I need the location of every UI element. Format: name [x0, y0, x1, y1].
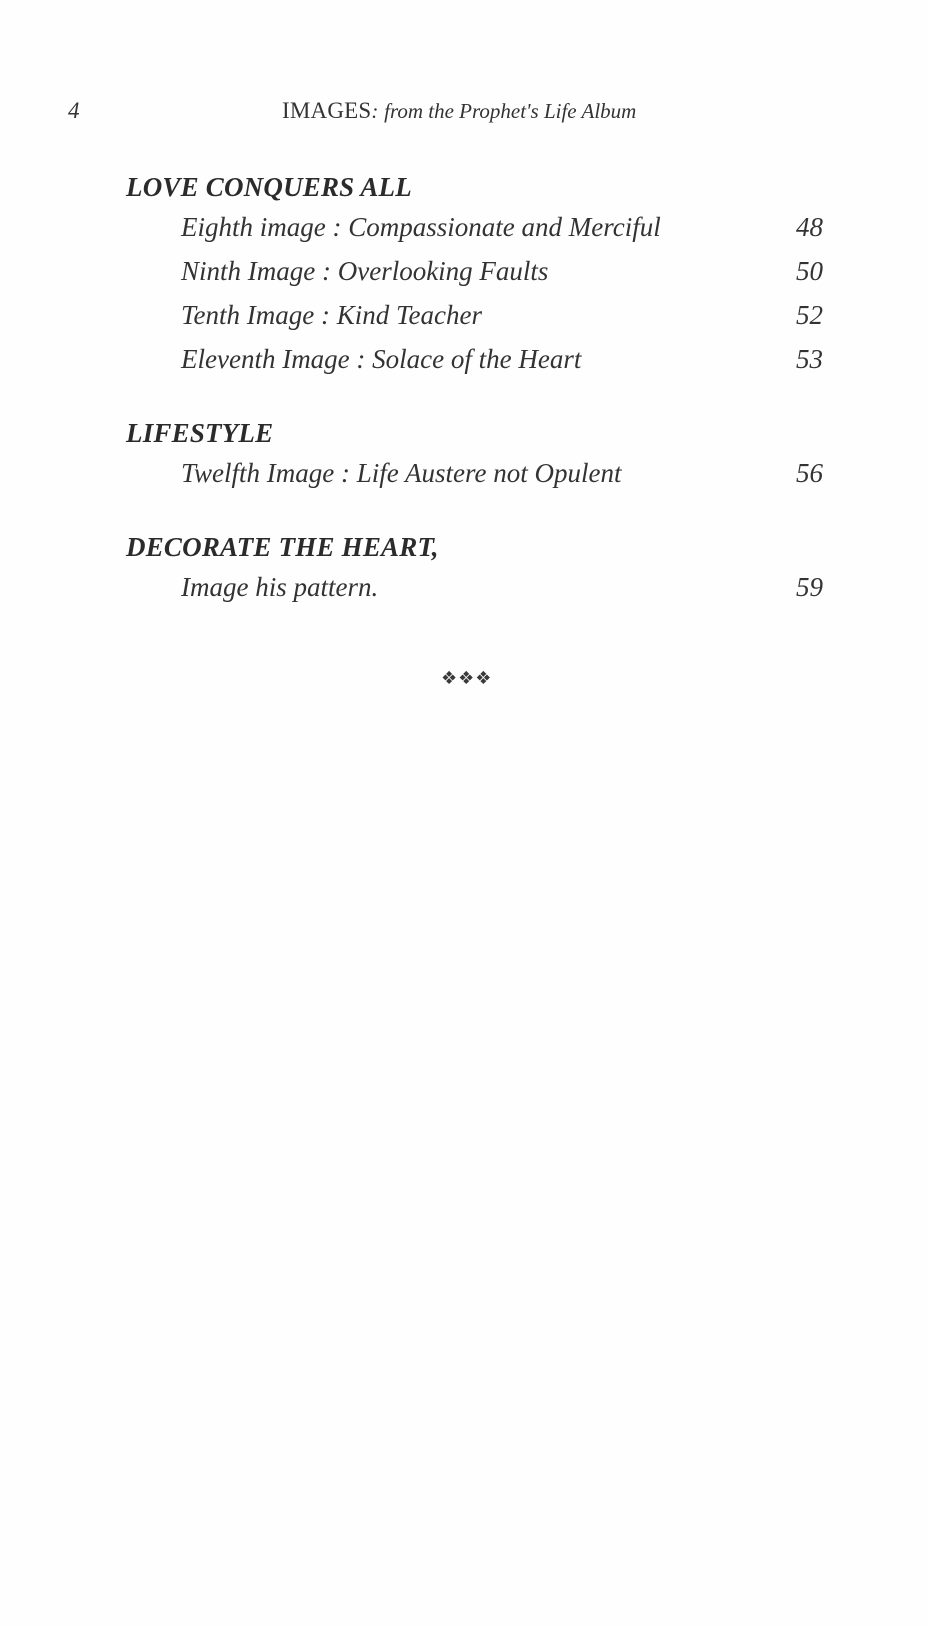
running-head	[282, 98, 636, 124]
toc-entry-page: 59	[796, 572, 823, 602]
toc-entry[interactable]	[181, 300, 823, 334]
toc-entry-page: 52	[796, 300, 823, 330]
toc-entry-title: Tenth Image : Kind Teacher	[181, 300, 482, 330]
toc-entry[interactable]	[181, 212, 823, 246]
book-subtitle: from the Prophet's Life Album	[384, 99, 637, 123]
section-heading-decorate-the-heart: DECORATE THE HEART,	[126, 532, 439, 562]
toc-entry-page: 56	[796, 458, 823, 488]
toc-entry[interactable]	[181, 256, 823, 290]
toc-entry-page: 48	[796, 212, 823, 242]
page-number: 4	[68, 98, 80, 123]
toc-entry-title: Ninth Image : Overlooking Faults	[181, 256, 549, 286]
toc-entry-page: 53	[796, 344, 823, 374]
ornament-divider: ❖❖❖	[441, 668, 493, 689]
toc-entry-title: Eleventh Image : Solace of the Heart	[181, 344, 582, 374]
toc-entry-title: Twelfth Image : Life Austere not Opulent	[181, 458, 622, 488]
book-title: IMAGES	[282, 98, 372, 123]
toc-entry[interactable]	[181, 458, 823, 492]
toc-entry-page: 50	[796, 256, 823, 286]
toc-entry-title: Image his pattern.	[181, 572, 379, 602]
section-heading-love-conquers-all: LOVE CONQUERS ALL	[126, 172, 412, 202]
book-separator: :	[371, 99, 379, 123]
toc-entry[interactable]	[181, 572, 823, 606]
toc-entry[interactable]	[181, 344, 823, 378]
toc-entry-title: Eighth image : Compassionate and Merciful	[181, 212, 661, 242]
section-heading-lifestyle: LIFESTYLE	[126, 418, 274, 448]
